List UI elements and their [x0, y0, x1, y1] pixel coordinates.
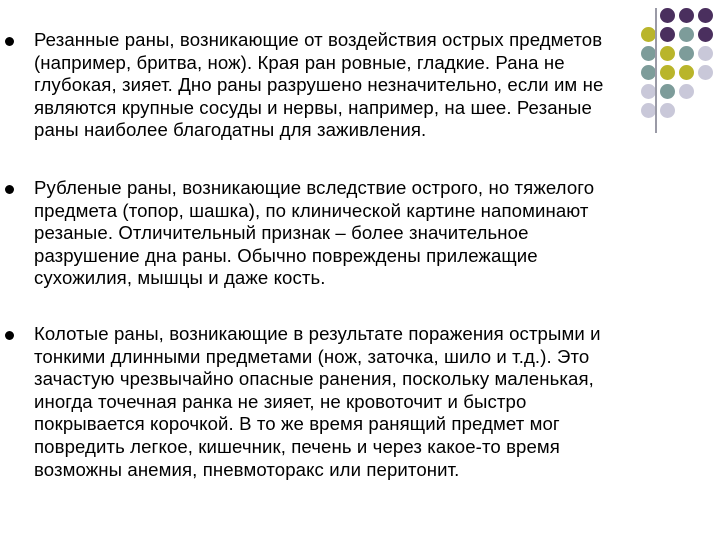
list-item-text: Рубленые раны, возникающие вследствие острого, но тяжелого предмета (топор, шашка), по клинической картине напоминают резаные. Отличительный признак – более значительное разрушение дна раны. Обычно повреждены прилежащие сухожилия, мышцы и даже кость.: [34, 177, 595, 289]
list-item-text: Резанные раны, возникающие от воздействия острых предметов (например, бритва, нож). Края ран ровные, гладкие. Рана не глубокая, зияет. Дно раны разрушено незначительно, если им не являются крупные сосуды и нервы, например, на шее. Резаные раны наиболее благодатны для заживления.: [34, 29, 604, 141]
bullet-icon: [5, 37, 14, 46]
bullet-icon: [5, 331, 14, 340]
list-item-text: Колотые раны, возникающие в результате поражения острыми и тонкими длинными предметами (нож, заточка, шило и т.д.). Это зачастую чрезвычайно опасные ранения, поскольку маленькая, иногда точечная ранка не зияет, не кровоточит и быстро покрывается корочкой. В то же время ранящий предмет мог повредить легкое, кишечник, печень и через какое-то время возможны анемия, пневмоторакс или перитонит.: [34, 323, 601, 480]
bullet-icon: [5, 185, 14, 194]
